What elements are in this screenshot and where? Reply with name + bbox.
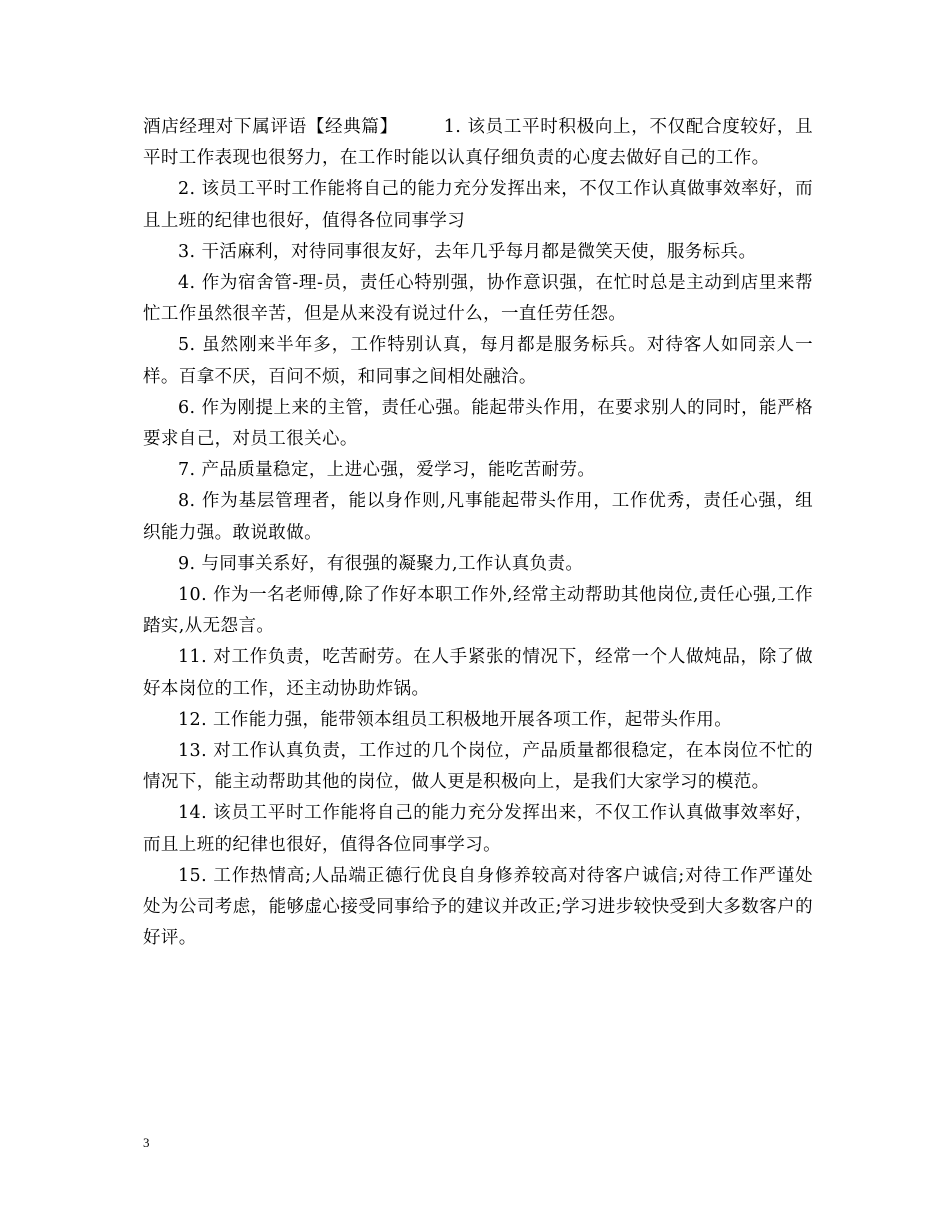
review-item: 2. 该员工平时工作能将自己的能力充分发挥出来，不仅工作认真做事效率好，而且上班的纪律也很好，值得各位同事学习 xyxy=(143,179,813,231)
review-item: 15. 工作热情高;人品端正德行优良自身修养较高对待客户诚信;对待工作严谨处处为公司考虑，能够虚心接受同事给予的建议并改正;学习进步较快受到大多数客户的好评。 xyxy=(143,865,813,949)
review-item: 9. 与同事关系好，有很强的凝聚力,工作认真负责。 xyxy=(178,553,584,574)
review-item: 8. 作为基层管理者，能以身作则,凡事能起带头作用，工作优秀，责任心强，组织能力强。敢说敢做。 xyxy=(143,491,813,543)
review-item: 10. 作为一名老师傅,除了作好本职工作外,经常主动帮助其他岗位,责任心强,工作踏实,从无怨言。 xyxy=(143,585,813,637)
review-item: 13. 对工作认真负责，工作过的几个岗位，产品质量都很稳定，在本岗位不忙的情况下，能主动帮助其他的岗位，做人更是积极向上，是我们大家学习的模范。 xyxy=(143,741,813,793)
review-item: 4. 作为宿舍管-理-员，责任心特别强，协作意识强，在忙时总是主动到店里来帮忙工作虽然很辛苦，但是从来没有说过什么，一直任劳任怨。 xyxy=(143,273,813,325)
review-item: 7. 产品质量稳定，上进心强，爱学习，能吃苦耐劳。 xyxy=(178,460,596,481)
review-item: 11. 对工作负责，吃苦耐劳。在人手紧张的情况下，经常一个人做炖品，除了做好本岗位的工作，还主动协助炸锅。 xyxy=(143,647,813,699)
review-item: 14. 该员工平时工作能将自己的能力充分发挥出来，不仅工作认真做事效率好，而且上班的纪律也很好，值得各位同事学习。 xyxy=(143,803,813,855)
review-item: 6. 作为刚提上来的主管，责任心强。能起带头作用，在要求别人的同时，能严格要求自己，对员工很关心。 xyxy=(143,397,813,450)
review-item: 5. 虽然刚来半年多，工作特别认真，每月都是服务标兵。对待客人如同亲人一样。百拿不厌，百问不烦，和同事之间相处融洽。 xyxy=(143,335,813,387)
page-number: 3 xyxy=(143,1135,150,1150)
document-body xyxy=(143,112,813,954)
document-intro-paragraph: 酒店经理对下属评语【经典篇】 1. 该员工平时积极向上，不仅配合度较好，且平时工作表现也很努力，在工作时能以认真仔细负责的心度去做好自己的工作。 xyxy=(143,117,813,169)
review-item: 12. 工作能力强，能带领本组员工积极地开展各项工作，起带头作用。 xyxy=(178,709,733,730)
review-item: 3. 干活麻利，对待同事很友好，去年几乎每月都是微笑天使，服务标兵。 xyxy=(178,241,757,262)
